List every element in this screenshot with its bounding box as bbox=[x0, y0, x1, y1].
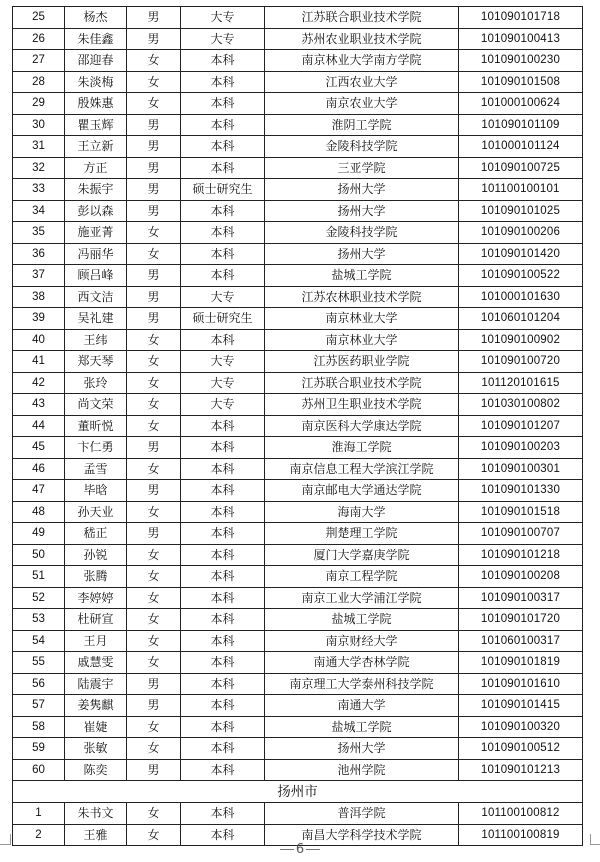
cell-school: 金陵科技学院 bbox=[265, 136, 459, 158]
cell-gender: 女 bbox=[127, 372, 181, 394]
cell-school: 扬州大学 bbox=[265, 200, 459, 222]
table-row bbox=[13, 114, 583, 136]
cell-school: 金陵科技学院 bbox=[265, 222, 459, 244]
cell-gender: 女 bbox=[127, 566, 181, 588]
cell-school: 苏州农业职业技术学院 bbox=[265, 28, 459, 50]
cell-education: 本科 bbox=[181, 501, 265, 523]
cell-exam-id: 101090101420 bbox=[459, 243, 583, 265]
cell-school: 南京林业大学 bbox=[265, 329, 459, 351]
cell-school: 南京工程学院 bbox=[265, 566, 459, 588]
cell-name: 王月 bbox=[65, 630, 127, 652]
cell-gender: 男 bbox=[127, 480, 181, 502]
cell-education: 大专 bbox=[181, 372, 265, 394]
table-body-part-2 bbox=[13, 803, 583, 846]
table-row bbox=[13, 222, 583, 244]
cell-no: 35 bbox=[13, 222, 65, 244]
cell-gender: 女 bbox=[127, 415, 181, 437]
cell-school: 南京林业大学南方学院 bbox=[265, 50, 459, 72]
cell-education: 本科 bbox=[181, 50, 265, 72]
cell-education: 本科 bbox=[181, 157, 265, 179]
table-row bbox=[13, 7, 583, 29]
cell-education: 大专 bbox=[181, 7, 265, 29]
cell-education: 本科 bbox=[181, 803, 265, 825]
table-row bbox=[13, 372, 583, 394]
cell-exam-id: 101000100624 bbox=[459, 93, 583, 115]
table-row bbox=[13, 738, 583, 760]
cell-no: 38 bbox=[13, 286, 65, 308]
cell-no: 58 bbox=[13, 716, 65, 738]
cell-gender: 男 bbox=[127, 157, 181, 179]
cell-school: 南京医科大学康达学院 bbox=[265, 415, 459, 437]
cell-name: 杨杰 bbox=[65, 7, 127, 29]
cell-exam-id: 101090101415 bbox=[459, 695, 583, 717]
cell-no: 43 bbox=[13, 394, 65, 416]
cell-gender: 女 bbox=[127, 630, 181, 652]
table-row bbox=[13, 716, 583, 738]
cell-education: 本科 bbox=[181, 759, 265, 781]
cell-gender: 女 bbox=[127, 587, 181, 609]
cell-exam-id: 101090100512 bbox=[459, 738, 583, 760]
cell-name: 孟雪 bbox=[65, 458, 127, 480]
cell-name: 王雅 bbox=[65, 824, 127, 846]
cell-no: 56 bbox=[13, 673, 65, 695]
cell-no: 34 bbox=[13, 200, 65, 222]
table-row bbox=[13, 652, 583, 674]
cell-exam-id: 101090100320 bbox=[459, 716, 583, 738]
cell-education: 本科 bbox=[181, 71, 265, 93]
cell-name: 姜隽麒 bbox=[65, 695, 127, 717]
cell-name: 董昕悦 bbox=[65, 415, 127, 437]
table-row bbox=[13, 28, 583, 50]
cell-education: 大专 bbox=[181, 394, 265, 416]
cell-exam-id: 101090100413 bbox=[459, 28, 583, 50]
cell-exam-id: 101090101025 bbox=[459, 200, 583, 222]
table-row bbox=[13, 587, 583, 609]
cell-education: 本科 bbox=[181, 200, 265, 222]
cell-no: 1 bbox=[13, 803, 65, 825]
table-row bbox=[13, 695, 583, 717]
cell-education: 大专 bbox=[181, 28, 265, 50]
cell-school: 扬州大学 bbox=[265, 738, 459, 760]
cell-name: 张腾 bbox=[65, 566, 127, 588]
cell-no: 44 bbox=[13, 415, 65, 437]
cell-no: 46 bbox=[13, 458, 65, 480]
cell-exam-id: 101090101330 bbox=[459, 480, 583, 502]
cell-name: 邵迎春 bbox=[65, 50, 127, 72]
cell-school: 盐城工学院 bbox=[265, 609, 459, 631]
cell-exam-id: 101120101615 bbox=[459, 372, 583, 394]
cell-education: 本科 bbox=[181, 716, 265, 738]
cell-school: 海南大学 bbox=[265, 501, 459, 523]
cell-education: 本科 bbox=[181, 265, 265, 287]
cell-exam-id: 101090101207 bbox=[459, 415, 583, 437]
table-row bbox=[13, 566, 583, 588]
cell-name: 吴礼建 bbox=[65, 308, 127, 330]
table-row bbox=[13, 544, 583, 566]
cell-education: 本科 bbox=[181, 437, 265, 459]
cell-name: 孙天业 bbox=[65, 501, 127, 523]
cell-exam-id: 101090100230 bbox=[459, 50, 583, 72]
cell-no: 52 bbox=[13, 587, 65, 609]
cell-exam-id: 101090100317 bbox=[459, 587, 583, 609]
cell-no: 54 bbox=[13, 630, 65, 652]
cell-gender: 女 bbox=[127, 738, 181, 760]
cell-exam-id: 101090101610 bbox=[459, 673, 583, 695]
region-divider bbox=[13, 781, 583, 803]
cell-education: 本科 bbox=[181, 587, 265, 609]
cell-education: 硕士研究生 bbox=[181, 308, 265, 330]
cell-education: 硕士研究生 bbox=[181, 179, 265, 201]
cell-school: 厦门大学嘉庚学院 bbox=[265, 544, 459, 566]
table-row bbox=[13, 136, 583, 158]
cell-no: 59 bbox=[13, 738, 65, 760]
cell-school: 江苏医药职业学院 bbox=[265, 351, 459, 373]
cell-name: 朱佳鑫 bbox=[65, 28, 127, 50]
table-row bbox=[13, 458, 583, 480]
cell-gender: 男 bbox=[127, 437, 181, 459]
cell-exam-id: 101090100206 bbox=[459, 222, 583, 244]
cell-school: 南京工业大学浦江学院 bbox=[265, 587, 459, 609]
cell-gender: 男 bbox=[127, 695, 181, 717]
cell-name: 王纬 bbox=[65, 329, 127, 351]
cell-exam-id: 101100100819 bbox=[459, 824, 583, 846]
cell-gender: 女 bbox=[127, 458, 181, 480]
page-number: 6 bbox=[295, 842, 305, 857]
cell-no: 37 bbox=[13, 265, 65, 287]
region-row bbox=[13, 781, 583, 803]
table-row bbox=[13, 71, 583, 93]
cell-gender: 女 bbox=[127, 394, 181, 416]
cell-school: 淮阴工学院 bbox=[265, 114, 459, 136]
cell-no: 32 bbox=[13, 157, 65, 179]
cell-no: 36 bbox=[13, 243, 65, 265]
cell-school: 江苏联合职业技术学院 bbox=[265, 7, 459, 29]
cell-gender: 男 bbox=[127, 286, 181, 308]
cell-name: 张玲 bbox=[65, 372, 127, 394]
cell-no: 31 bbox=[13, 136, 65, 158]
cell-school: 普洱学院 bbox=[265, 803, 459, 825]
cell-school: 盐城工学院 bbox=[265, 265, 459, 287]
cell-school: 扬州大学 bbox=[265, 243, 459, 265]
cell-education: 本科 bbox=[181, 114, 265, 136]
cell-school: 南昌大学科学技术学院 bbox=[265, 824, 459, 846]
cell-no: 41 bbox=[13, 351, 65, 373]
cell-no: 51 bbox=[13, 566, 65, 588]
cell-no: 57 bbox=[13, 695, 65, 717]
cell-exam-id: 101090100707 bbox=[459, 523, 583, 545]
page-footer bbox=[0, 842, 600, 857]
cell-no: 29 bbox=[13, 93, 65, 115]
cell-no: 30 bbox=[13, 114, 65, 136]
cell-exam-id: 101090101720 bbox=[459, 609, 583, 631]
footer-dash-right bbox=[306, 849, 320, 850]
cell-exam-id: 101090100720 bbox=[459, 351, 583, 373]
cell-name: 杜研宣 bbox=[65, 609, 127, 631]
cell-exam-id: 101090100902 bbox=[459, 329, 583, 351]
cell-name: 王立新 bbox=[65, 136, 127, 158]
cell-gender: 女 bbox=[127, 329, 181, 351]
cell-education: 本科 bbox=[181, 523, 265, 545]
cell-exam-id: 101030100802 bbox=[459, 394, 583, 416]
cell-school: 南京理工大学泰州科技学院 bbox=[265, 673, 459, 695]
cell-school: 南京林业大学 bbox=[265, 308, 459, 330]
table-row bbox=[13, 437, 583, 459]
cell-gender: 男 bbox=[127, 200, 181, 222]
table-row bbox=[13, 179, 583, 201]
cell-name: 朱书文 bbox=[65, 803, 127, 825]
cell-gender: 女 bbox=[127, 609, 181, 631]
cell-no: 48 bbox=[13, 501, 65, 523]
cell-exam-id: 101090101518 bbox=[459, 501, 583, 523]
cell-education: 本科 bbox=[181, 738, 265, 760]
table-row bbox=[13, 803, 583, 825]
cell-name: 方正 bbox=[65, 157, 127, 179]
table-row bbox=[13, 523, 583, 545]
cell-name: 李婷婷 bbox=[65, 587, 127, 609]
cell-name: 西文洁 bbox=[65, 286, 127, 308]
table-row bbox=[13, 329, 583, 351]
cell-school: 池州学院 bbox=[265, 759, 459, 781]
cell-school: 南通大学杏林学院 bbox=[265, 652, 459, 674]
cell-gender: 女 bbox=[127, 93, 181, 115]
cell-school: 南京信息工程大学滨江学院 bbox=[265, 458, 459, 480]
table-row bbox=[13, 308, 583, 330]
cell-gender: 男 bbox=[127, 136, 181, 158]
table-row bbox=[13, 415, 583, 437]
cell-no: 25 bbox=[13, 7, 65, 29]
cell-gender: 男 bbox=[127, 673, 181, 695]
table-row bbox=[13, 501, 583, 523]
cell-education: 本科 bbox=[181, 544, 265, 566]
cell-gender: 女 bbox=[127, 50, 181, 72]
cell-name: 孙锐 bbox=[65, 544, 127, 566]
cell-name: 郑天琴 bbox=[65, 351, 127, 373]
table-row bbox=[13, 630, 583, 652]
cell-exam-id: 101090100725 bbox=[459, 157, 583, 179]
cell-gender: 男 bbox=[127, 308, 181, 330]
cell-no: 45 bbox=[13, 437, 65, 459]
cell-no: 50 bbox=[13, 544, 65, 566]
table-row bbox=[13, 157, 583, 179]
cell-education: 本科 bbox=[181, 695, 265, 717]
cell-name: 冯丽华 bbox=[65, 243, 127, 265]
cell-exam-id: 101090101508 bbox=[459, 71, 583, 93]
cell-gender: 女 bbox=[127, 652, 181, 674]
table-body-part-1 bbox=[13, 7, 583, 781]
cell-name: 戚慧雯 bbox=[65, 652, 127, 674]
cell-education: 本科 bbox=[181, 222, 265, 244]
cell-name: 陈奕 bbox=[65, 759, 127, 781]
cell-exam-id: 101090101718 bbox=[459, 7, 583, 29]
cell-no: 49 bbox=[13, 523, 65, 545]
cell-school: 江苏农林职业技术学院 bbox=[265, 286, 459, 308]
cell-education: 本科 bbox=[181, 136, 265, 158]
table-row bbox=[13, 50, 583, 72]
cell-exam-id: 101090100301 bbox=[459, 458, 583, 480]
cell-education: 本科 bbox=[181, 652, 265, 674]
candidate-table-sheet bbox=[12, 6, 583, 846]
cell-exam-id: 101090101213 bbox=[459, 759, 583, 781]
cell-gender: 男 bbox=[127, 265, 181, 287]
cell-school: 淮海工学院 bbox=[265, 437, 459, 459]
cell-education: 本科 bbox=[181, 673, 265, 695]
candidate-table bbox=[12, 6, 583, 846]
cell-exam-id: 101060101204 bbox=[459, 308, 583, 330]
cell-name: 陆震宇 bbox=[65, 673, 127, 695]
cell-no: 33 bbox=[13, 179, 65, 201]
cell-name: 顾吕峰 bbox=[65, 265, 127, 287]
cell-no: 55 bbox=[13, 652, 65, 674]
cell-school: 南京邮电大学通达学院 bbox=[265, 480, 459, 502]
cell-education: 本科 bbox=[181, 566, 265, 588]
cell-exam-id: 101090100522 bbox=[459, 265, 583, 287]
cell-education: 本科 bbox=[181, 609, 265, 631]
cell-education: 本科 bbox=[181, 458, 265, 480]
cell-no: 53 bbox=[13, 609, 65, 631]
cell-school: 南通大学 bbox=[265, 695, 459, 717]
cell-gender: 女 bbox=[127, 501, 181, 523]
cell-name: 彭以森 bbox=[65, 200, 127, 222]
cell-gender: 女 bbox=[127, 243, 181, 265]
cell-no: 60 bbox=[13, 759, 65, 781]
cell-school: 南京财经大学 bbox=[265, 630, 459, 652]
cell-name: 嵇正 bbox=[65, 523, 127, 545]
cell-gender: 男 bbox=[127, 28, 181, 50]
table-row bbox=[13, 93, 583, 115]
cell-education: 本科 bbox=[181, 630, 265, 652]
cell-school: 扬州大学 bbox=[265, 179, 459, 201]
cell-no: 26 bbox=[13, 28, 65, 50]
cell-name: 殷姝惠 bbox=[65, 93, 127, 115]
cell-gender: 女 bbox=[127, 824, 181, 846]
cell-education: 本科 bbox=[181, 824, 265, 846]
cell-school: 三亚学院 bbox=[265, 157, 459, 179]
cell-education: 本科 bbox=[181, 329, 265, 351]
cell-exam-id: 101090100203 bbox=[459, 437, 583, 459]
table-row bbox=[13, 286, 583, 308]
cell-no: 28 bbox=[13, 71, 65, 93]
cell-name: 崔婕 bbox=[65, 716, 127, 738]
table-row bbox=[13, 200, 583, 222]
cell-education: 本科 bbox=[181, 480, 265, 502]
table-row bbox=[13, 759, 583, 781]
cell-name: 卞仁勇 bbox=[65, 437, 127, 459]
cell-gender: 女 bbox=[127, 716, 181, 738]
cell-no: 2 bbox=[13, 824, 65, 846]
cell-name: 张敏 bbox=[65, 738, 127, 760]
cell-school: 荆楚理工学院 bbox=[265, 523, 459, 545]
cell-no: 47 bbox=[13, 480, 65, 502]
cell-education: 本科 bbox=[181, 243, 265, 265]
cell-name: 瞿玉辉 bbox=[65, 114, 127, 136]
cell-no: 40 bbox=[13, 329, 65, 351]
cell-name: 毕晗 bbox=[65, 480, 127, 502]
cell-name: 朱振宇 bbox=[65, 179, 127, 201]
table-row bbox=[13, 265, 583, 287]
cell-name: 尚文荣 bbox=[65, 394, 127, 416]
table-row bbox=[13, 480, 583, 502]
cell-name: 施亚菁 bbox=[65, 222, 127, 244]
cell-exam-id: 101090100208 bbox=[459, 566, 583, 588]
cell-school: 江西农业大学 bbox=[265, 71, 459, 93]
cell-name: 朱淡梅 bbox=[65, 71, 127, 93]
cell-gender: 女 bbox=[127, 222, 181, 244]
footer-dash-left bbox=[280, 849, 294, 850]
cell-education: 大专 bbox=[181, 351, 265, 373]
cell-exam-id: 101090101819 bbox=[459, 652, 583, 674]
cell-school: 苏州卫生职业技术学院 bbox=[265, 394, 459, 416]
cell-school: 江苏联合职业技术学院 bbox=[265, 372, 459, 394]
cell-gender: 女 bbox=[127, 544, 181, 566]
cell-exam-id: 101090101218 bbox=[459, 544, 583, 566]
cell-education: 本科 bbox=[181, 415, 265, 437]
cell-no: 39 bbox=[13, 308, 65, 330]
table-row bbox=[13, 673, 583, 695]
cell-no: 27 bbox=[13, 50, 65, 72]
cell-school: 南京农业大学 bbox=[265, 93, 459, 115]
cell-gender: 男 bbox=[127, 179, 181, 201]
cell-exam-id: 101100100101 bbox=[459, 179, 583, 201]
cell-education: 大专 bbox=[181, 286, 265, 308]
cell-gender: 男 bbox=[127, 7, 181, 29]
cell-education: 本科 bbox=[181, 93, 265, 115]
cell-exam-id: 101090101109 bbox=[459, 114, 583, 136]
cell-no: 42 bbox=[13, 372, 65, 394]
cell-gender: 女 bbox=[127, 803, 181, 825]
table-row bbox=[13, 609, 583, 631]
cell-gender: 女 bbox=[127, 351, 181, 373]
region-label: 扬州市 bbox=[13, 781, 583, 803]
table-row bbox=[13, 394, 583, 416]
cell-exam-id: 101000101630 bbox=[459, 286, 583, 308]
cell-exam-id: 101060100317 bbox=[459, 630, 583, 652]
cell-exam-id: 101100100812 bbox=[459, 803, 583, 825]
cell-gender: 男 bbox=[127, 523, 181, 545]
cell-gender: 男 bbox=[127, 114, 181, 136]
cell-school: 盐城工学院 bbox=[265, 716, 459, 738]
table-row bbox=[13, 243, 583, 265]
cell-exam-id: 101000101124 bbox=[459, 136, 583, 158]
table-row bbox=[13, 351, 583, 373]
cell-gender: 女 bbox=[127, 71, 181, 93]
cell-gender: 男 bbox=[127, 759, 181, 781]
